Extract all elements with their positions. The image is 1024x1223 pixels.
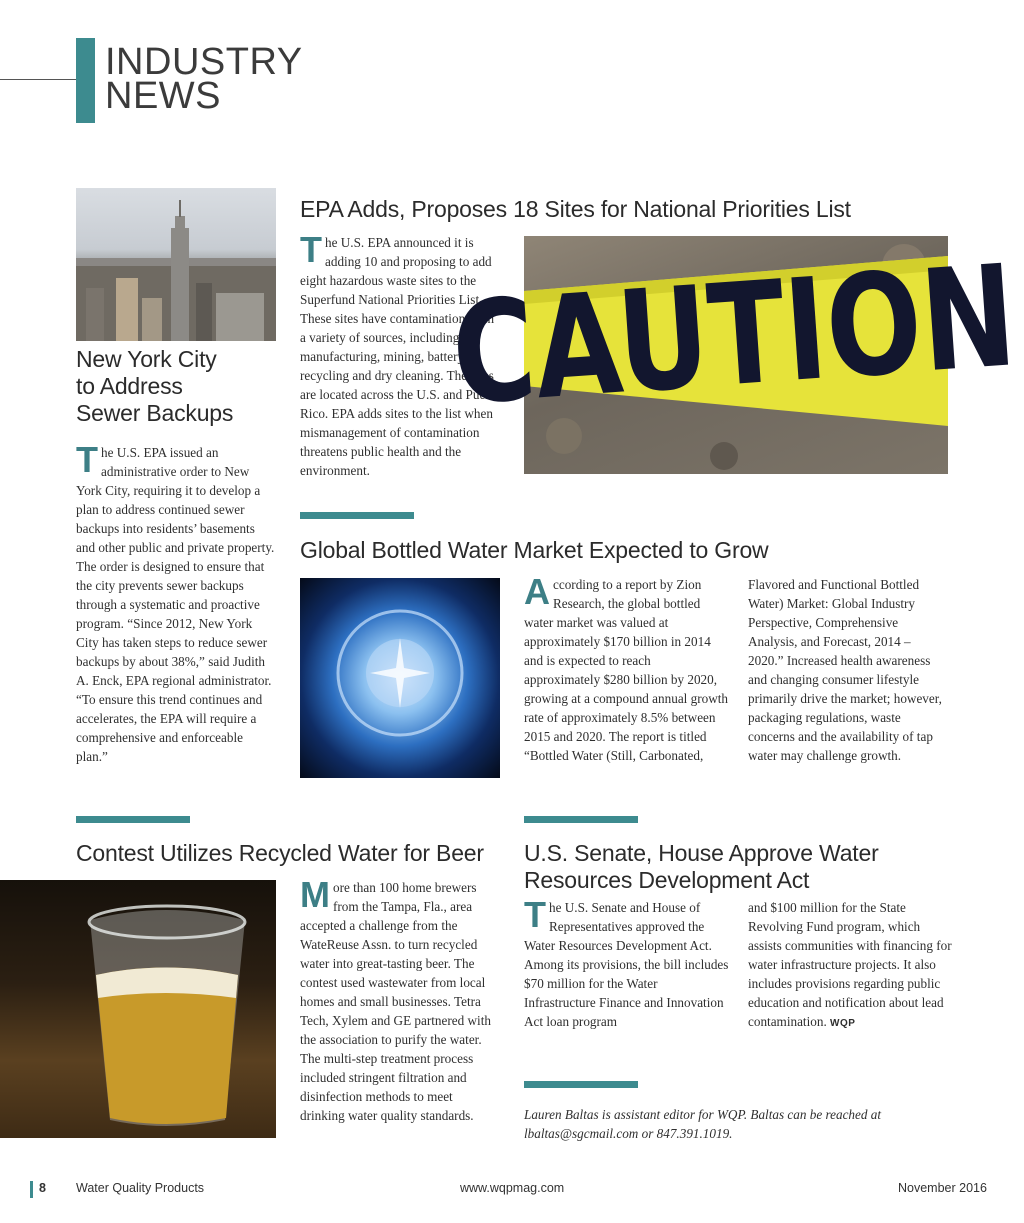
bottled-col2	[748, 575, 948, 765]
bottled-dropcap: A	[524, 571, 550, 612]
publication-name: Water Quality Products	[76, 1181, 205, 1195]
masthead-rule	[0, 79, 78, 80]
bottled-accent-bar	[300, 512, 414, 519]
beer-headline-wrap	[76, 840, 506, 867]
footer-accent-bar	[30, 1181, 33, 1198]
senate-dropcap: T	[524, 894, 546, 935]
byline-line2: lbaltas@sgcmail.com or 847.391.1019.	[524, 1126, 733, 1141]
caution-tape-graphic	[447, 233, 1021, 474]
nyc-article-body	[76, 439, 276, 766]
water-bottle-graphic	[300, 578, 500, 778]
bottled-body-col2: Flavored and Functional Bottled Water) Market: Global Industry Perspective, Comprehensive Analysis, and Forecast, 2014 – 2020.” Increased health awareness and changing consumer lifestyle primarily drive the market; however, packaging regulations, waste concerns and the availability of tap water may challenge growth.	[748, 577, 942, 763]
senate-body-col2: and $100 million for the State Revolving Fund program, which assists communities with financing for water infrastructure projects. It also includes provisions regarding public education and notification about lead contamination.	[748, 900, 952, 1029]
nyc-dropcap: T	[76, 439, 98, 480]
beer-accent-bar	[76, 816, 190, 823]
senate-col1	[524, 894, 729, 1031]
beer-article-body	[300, 874, 500, 1125]
bottled-body-col1: ccording to a report by Zion Research, the global bottled water market was valued at approximately $170 billion in 2014 and is expected to reach approximately $280 billion by 2020, growing at a compound annual growth rate of approximately 8.5% between 2015 and 2020. The report is titled “Bottled Water (Still, Carbonated,	[524, 577, 728, 763]
epa-body-text: he U.S. EPA announced it is adding 10 and proposing to add eight hazardous waste sites to the Superfund National Priorities List. These sites have contamination from a variety of sources, including manufacturing, mining, battery recycling and dry cleaning. The sites are located across the U.S. and Puerto Rico. EPA adds sites to the list when mismanagement of contamination threatens public health and the environment.	[300, 235, 500, 478]
end-mark: WQP	[830, 1018, 856, 1029]
beer-dropcap: M	[300, 874, 330, 915]
senate-headline-wrap	[524, 840, 954, 894]
section-title-line2: NEWS	[105, 75, 221, 117]
nyc-headline	[76, 346, 281, 427]
water-bottle-image	[300, 578, 500, 778]
beer-cup-graphic	[0, 880, 276, 1138]
caution-tape-image	[447, 233, 1021, 474]
nyc-skyline-image	[76, 188, 276, 341]
page-number: 8	[39, 1181, 46, 1195]
epa-headline-wrap	[300, 196, 950, 223]
bottled-headline-wrap	[300, 537, 950, 564]
nyc-skyline-graphic	[76, 188, 276, 341]
website-url: www.wqpmag.com	[460, 1181, 565, 1195]
epa-headline: EPA Adds, Proposes 18 Sites for National Priorities List	[300, 196, 851, 222]
issue-date: November 2016	[898, 1181, 987, 1195]
bottled-headline: Global Bottled Water Market Expected to Grow	[300, 537, 769, 563]
caution-word: CAUTION	[447, 233, 1021, 437]
epa-dropcap: T	[300, 229, 322, 270]
byline-accent-bar	[524, 1081, 638, 1088]
senate-col2	[748, 898, 953, 1033]
nyc-headline-line2: to Address	[76, 373, 183, 399]
nyc-headline-line3: Sewer Backups	[76, 400, 234, 426]
byline-line1: Lauren Baltas is assistant editor for WQP. Baltas can be reached at	[524, 1107, 882, 1122]
senate-headline-line2: Resources Development Act	[524, 867, 810, 893]
senate-body-col1: he U.S. Senate and House of Representatives approved the Water Resources Development Act. Among its provisions, the bill includes $70 million for the Water Infrastructure Finance and Innovation Act loan program	[524, 900, 729, 1029]
senate-accent-bar	[524, 816, 638, 823]
beer-body-text: ore than 100 home brewers from the Tampa, Fla., area accepted a challenge from the WateReuse Assn. to turn recycled water into great-tasting beer. The contest used wastewater from local homes and small businesses. Tetra Tech, Xylem and GE partnered with the association to purify the water. The multi-step treatment process included stringent filtration and disinfection methods to meet drinking water quality standards.	[300, 880, 491, 1123]
beer-cup-image	[0, 880, 276, 1138]
senate-headline-line1: U.S. Senate, House Approve Water	[524, 840, 879, 866]
nyc-body-text: he U.S. EPA issued an administrative order to New York City, requiring it to develop a plan to address continued sewer backups into residents’ basements and other public and private property. The order is designed to ensure that the city prevents sewer backups through a systematic and proactive program. “Since 2012, New York City has taken steps to reduce sewer backups by about 38%,” said Judith A. Enck, EPA regional administrator. “To ensure this trend continues and accelerates, the EPA will require a comprehensive and enforceable plan.”	[76, 445, 275, 764]
beer-headline: Contest Utilizes Recycled Water for Beer	[76, 840, 484, 866]
section-title-line1: INDUSTRY	[105, 41, 303, 83]
section-title	[105, 41, 303, 117]
masthead-accent-bar	[76, 38, 95, 123]
author-byline	[524, 1105, 964, 1143]
bottled-col1	[524, 571, 729, 765]
nyc-headline-line1: New York City	[76, 346, 217, 372]
